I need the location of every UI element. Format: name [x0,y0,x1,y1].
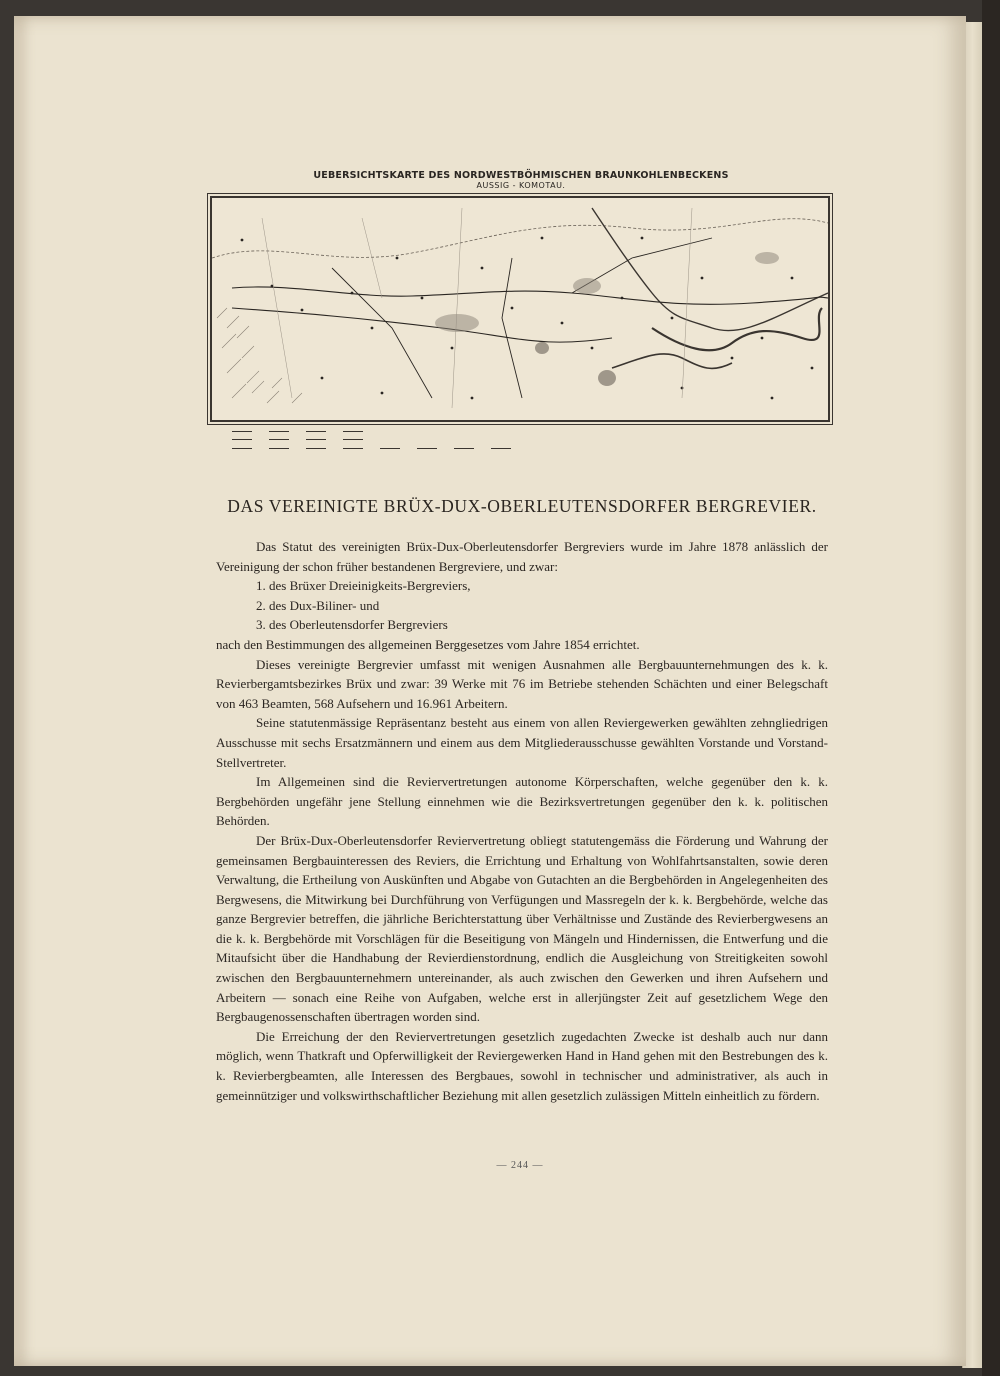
page-number: — 244 — [496,1160,544,1171]
section-heading: DAS VEREINIGTE BRÜX-DUX-OBERLEUTENSDORFER BERGREVIER. [227,496,817,516]
list-item: 2. des Dux-Biliner- und [256,597,380,613]
paragraph: Seine statutenmässige Repräsentanz besteht aus einem von allen Reviergewerken gewählten zehngliedrigen Ausschusse mit sechs Ersatzmännern und einem aus dem Mitgliederausschusse gewählten Vorstande und Vorstand-Stellvertreter. [216,715,828,770]
map-title: UEBERSICHTSKARTE DES NORDWESTBÖHMISCHEN BRAUNKOHLENBECKENS [313,170,729,181]
map-drawing [212,198,828,420]
paragraph: Die Erreichung der den Reviervertretungen gesetzlich zugedachten Zwecke ist deshalb auch nur dann möglich, wenn Thatkraft und Opferwilligkeit der Reviergewerken Hand in Hand gehen mit den Bestrebungen des k. k. Revierbergbeamten, alle Interessen des Bergbaues, sowohl in technischer und administrativer, als auch in gemeinnütziger und volkswirthschaftlicher Beziehung mit allen gesetzlich zulässigen Mitteln einheitlich zu fördern. [216,1028,828,1103]
map-legend-row-1 [232,429,380,435]
list-item: 3. des Oberleutensdorfer Bergreviers [256,617,448,633]
overview-map [210,196,830,422]
paragraph: Im Allgemeinen sind die Reviervertretungen autonome Körperschaften, welche gegenüber den k. k. Bergbehörden ungefähr jene Stellung einnehmen wie die Bezirksvertretungen gegenüber den k. k. politischen Behörden. [216,774,828,829]
list-item: 1. des Brüxer Dreieinigkeits-Bergreviers, [256,578,471,594]
paragraph: nach den Bestimmungen des allgemeinen Berggesetzes vom Jahre 1854 errichtet. [216,636,640,652]
body-text [216,537,828,1105]
map-legend-row-2 [232,437,380,443]
paragraph: Das Statut des vereinigten Brüx-Dux-Oberleutensdorfer Bergreviers wurde im Jahre 1878 anlässlich der Vereinigung der schon früher bestandenen Bergreviere, und zwar: [216,539,828,574]
map-subtitle: AUSSIG - KOMOTAU. [476,181,566,190]
paragraph: Dieses vereinigte Bergrevier umfasst mit wenigen Ausnahmen alle Bergbauunternehmungen des k. k. Revierbergamtsbezirkes Brüx und zwar: 39 Werke mit 76 im Betriebe stehenden Schächten und einer Belegschaft von 463 Beamten, 568 Aufsehern und 16.961 Arbeitern. [216,656,828,711]
right-background [982,0,1000,1376]
left-background [0,0,14,1376]
map-legend-row-3 [232,446,528,452]
paragraph: Der Brüx-Dux-Oberleutensdorfer Reviervertretung obliegt statutengemäss die Förderung und Wahrung der gemeinsamen Bergbauinteressen des Reviers, die Errichtung und Erhaltung von Wohlfahrtsanstalten, sowie deren Verwaltung, die Ertheilung von Auskünften und Abgabe von Gutachten an die Bergbehörden in Angelegenheiten des Bergwesens, die Mitwirkung bei Durchführung von Verfügungen und Massregeln der k. k. Bergbehörde, welche das ganze Bergrevier betreffen, die jährliche Berichterstattung über Verhältnisse und Zustände des Revierbergwesens an die k. k. Bergbehörde mit Vorschlägen für die Beseitigung von Mängeln und Hindernissen, die Entwerfung und die Mitaufsicht über die Handhabung der Revierdienstordnung, endlich die Ausgleichung von Streitigkeiten sowohl zwischen den Bergbauunternehmern untereinander, als auch zwischen den Gewerken und ihren Aufsehern und Arbeitern — sonach eine Reihe von Aufgaben, welche erst in allerjüngster Zeit auf gesetzlichem Wege den Bergbaugenossenschaften übertragen worden sind. [216,832,828,1025]
